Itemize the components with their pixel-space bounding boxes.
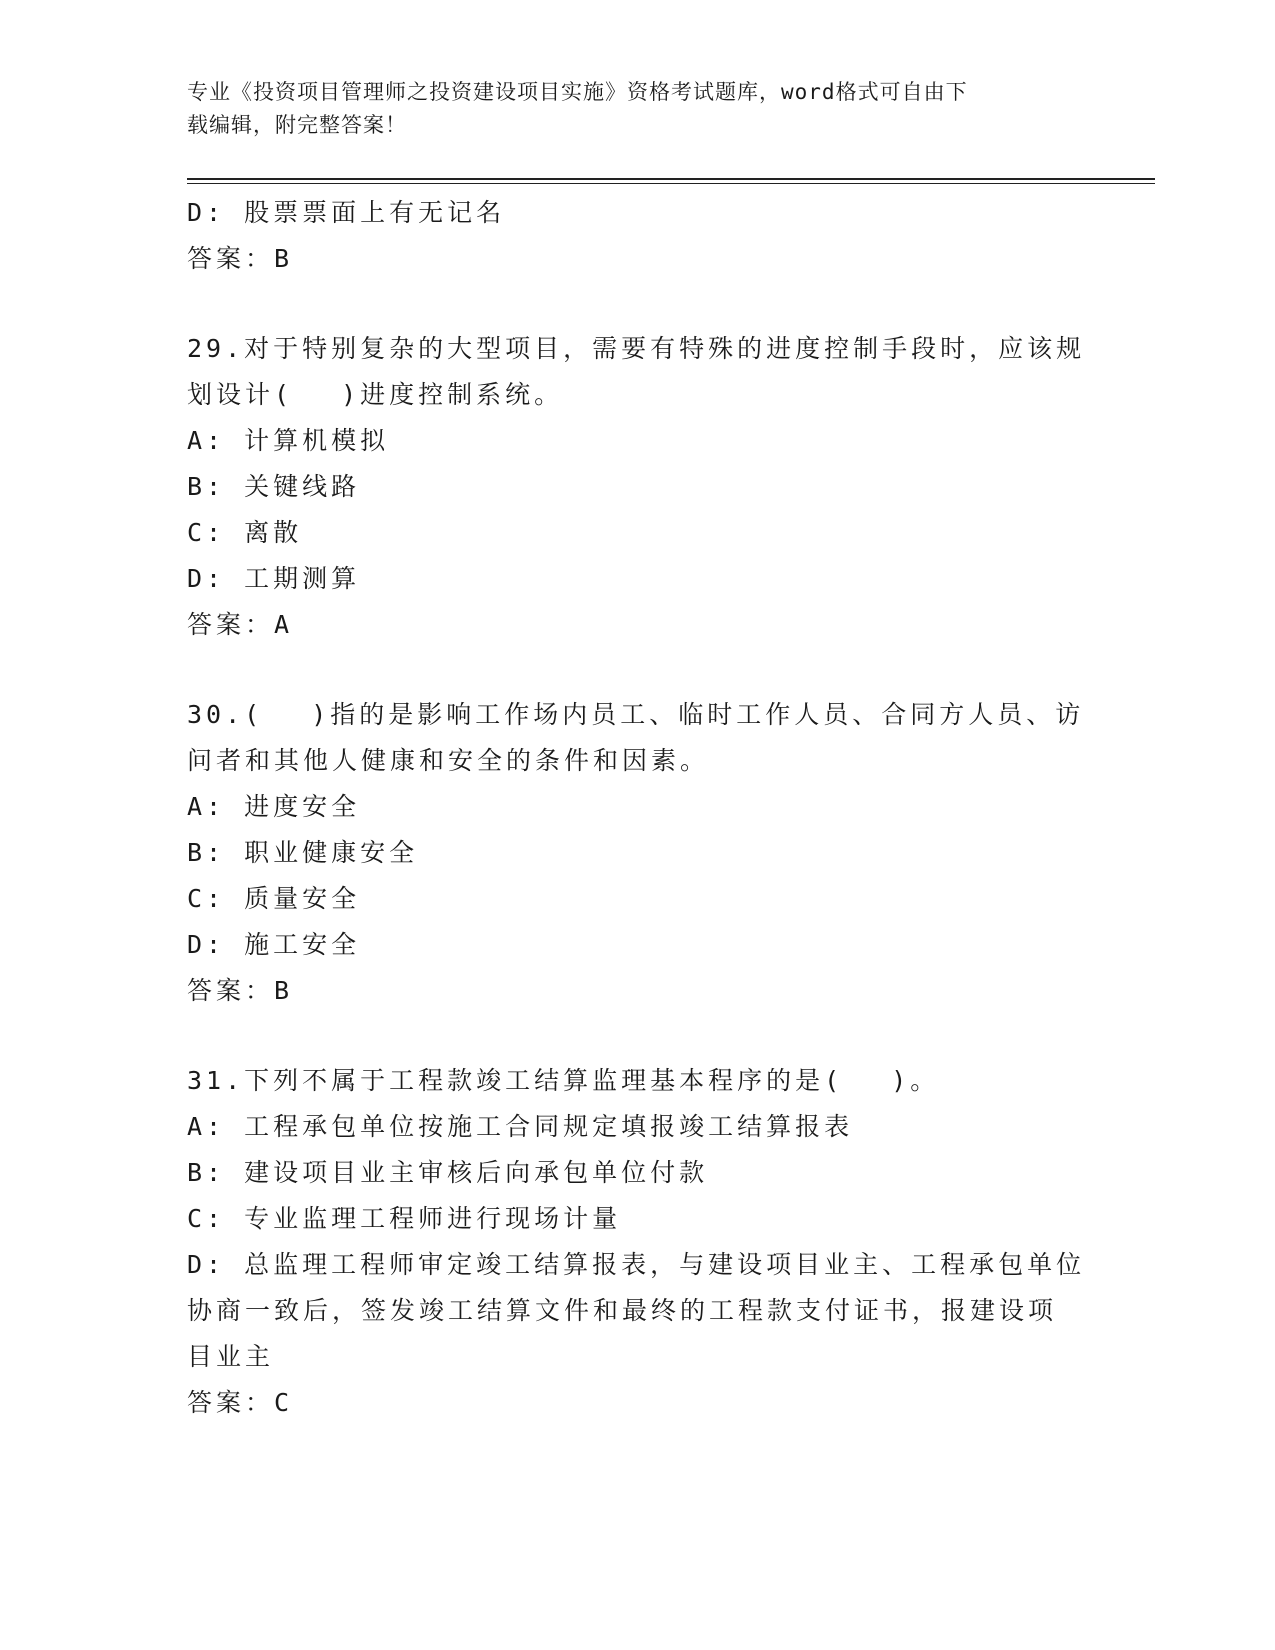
option-b: B: 建设项目业主审核后向承包单位付款: [187, 1158, 709, 1187]
option-c: C: 专业监理工程师进行现场计量: [187, 1204, 622, 1233]
question-31: [187, 1058, 1087, 1426]
answer-line: 答案：B: [187, 976, 294, 1005]
question-stem-line: 问者和其他人健康和安全的条件和因素。: [187, 746, 710, 775]
option-b: B: 职业健康安全: [187, 838, 419, 867]
question-stem-line: 30.( )指的是影响工作场内员工、临时工作人员、合同方人员、访: [187, 700, 1085, 729]
option-d: D: 总监理工程师审定竣工结算报表，与建设项目业主、工程承包单位: [187, 1250, 1086, 1279]
question-stem-line: 31.下列不属于工程款竣工结算监理基本程序的是( )。: [187, 1066, 940, 1095]
header-line-2: 载编辑，附完整答案！: [187, 113, 407, 137]
answer-line: 答案：B: [187, 244, 294, 273]
option-d: D: 工期测算: [187, 564, 361, 593]
header-divider-thin: [187, 183, 1155, 184]
option-d-continued: 协商一致后，签发竣工结算文件和最终的工程款支付证书，报建设项: [187, 1296, 1058, 1325]
header-line-1: 专业《投资项目管理师之投资建设项目实施》资格考试题库，word格式可自由下: [187, 80, 968, 104]
question-29: [187, 326, 1087, 648]
option-d: D: 股票票面上有无记名: [187, 198, 506, 227]
option-c: C: 质量安全: [187, 884, 361, 913]
question-stem-line: 划设计( )进度控制系统。: [187, 380, 564, 409]
option-d: D: 施工安全: [187, 930, 361, 959]
answer-line: 答案：C: [187, 1388, 294, 1417]
option-b: B: 关键线路: [187, 472, 361, 501]
document-header: [187, 76, 1087, 142]
question-30: [187, 692, 1087, 1014]
option-c: C: 离散: [187, 518, 303, 547]
question-list: [187, 190, 1087, 1470]
question-stem-line: 29.对于特别复杂的大型项目，需要有特殊的进度控制手段时，应该规: [187, 334, 1086, 363]
option-a: A: 工程承包单位按施工合同规定填报竣工结算报表: [187, 1112, 854, 1141]
header-divider-thick: [187, 178, 1155, 180]
option-d-continued: 目业主: [187, 1342, 275, 1371]
option-a: A: 进度安全: [187, 792, 361, 821]
answer-line: 答案：A: [187, 610, 294, 639]
option-a: A: 计算机模拟: [187, 426, 390, 455]
previous-question-tail: [187, 190, 1087, 282]
